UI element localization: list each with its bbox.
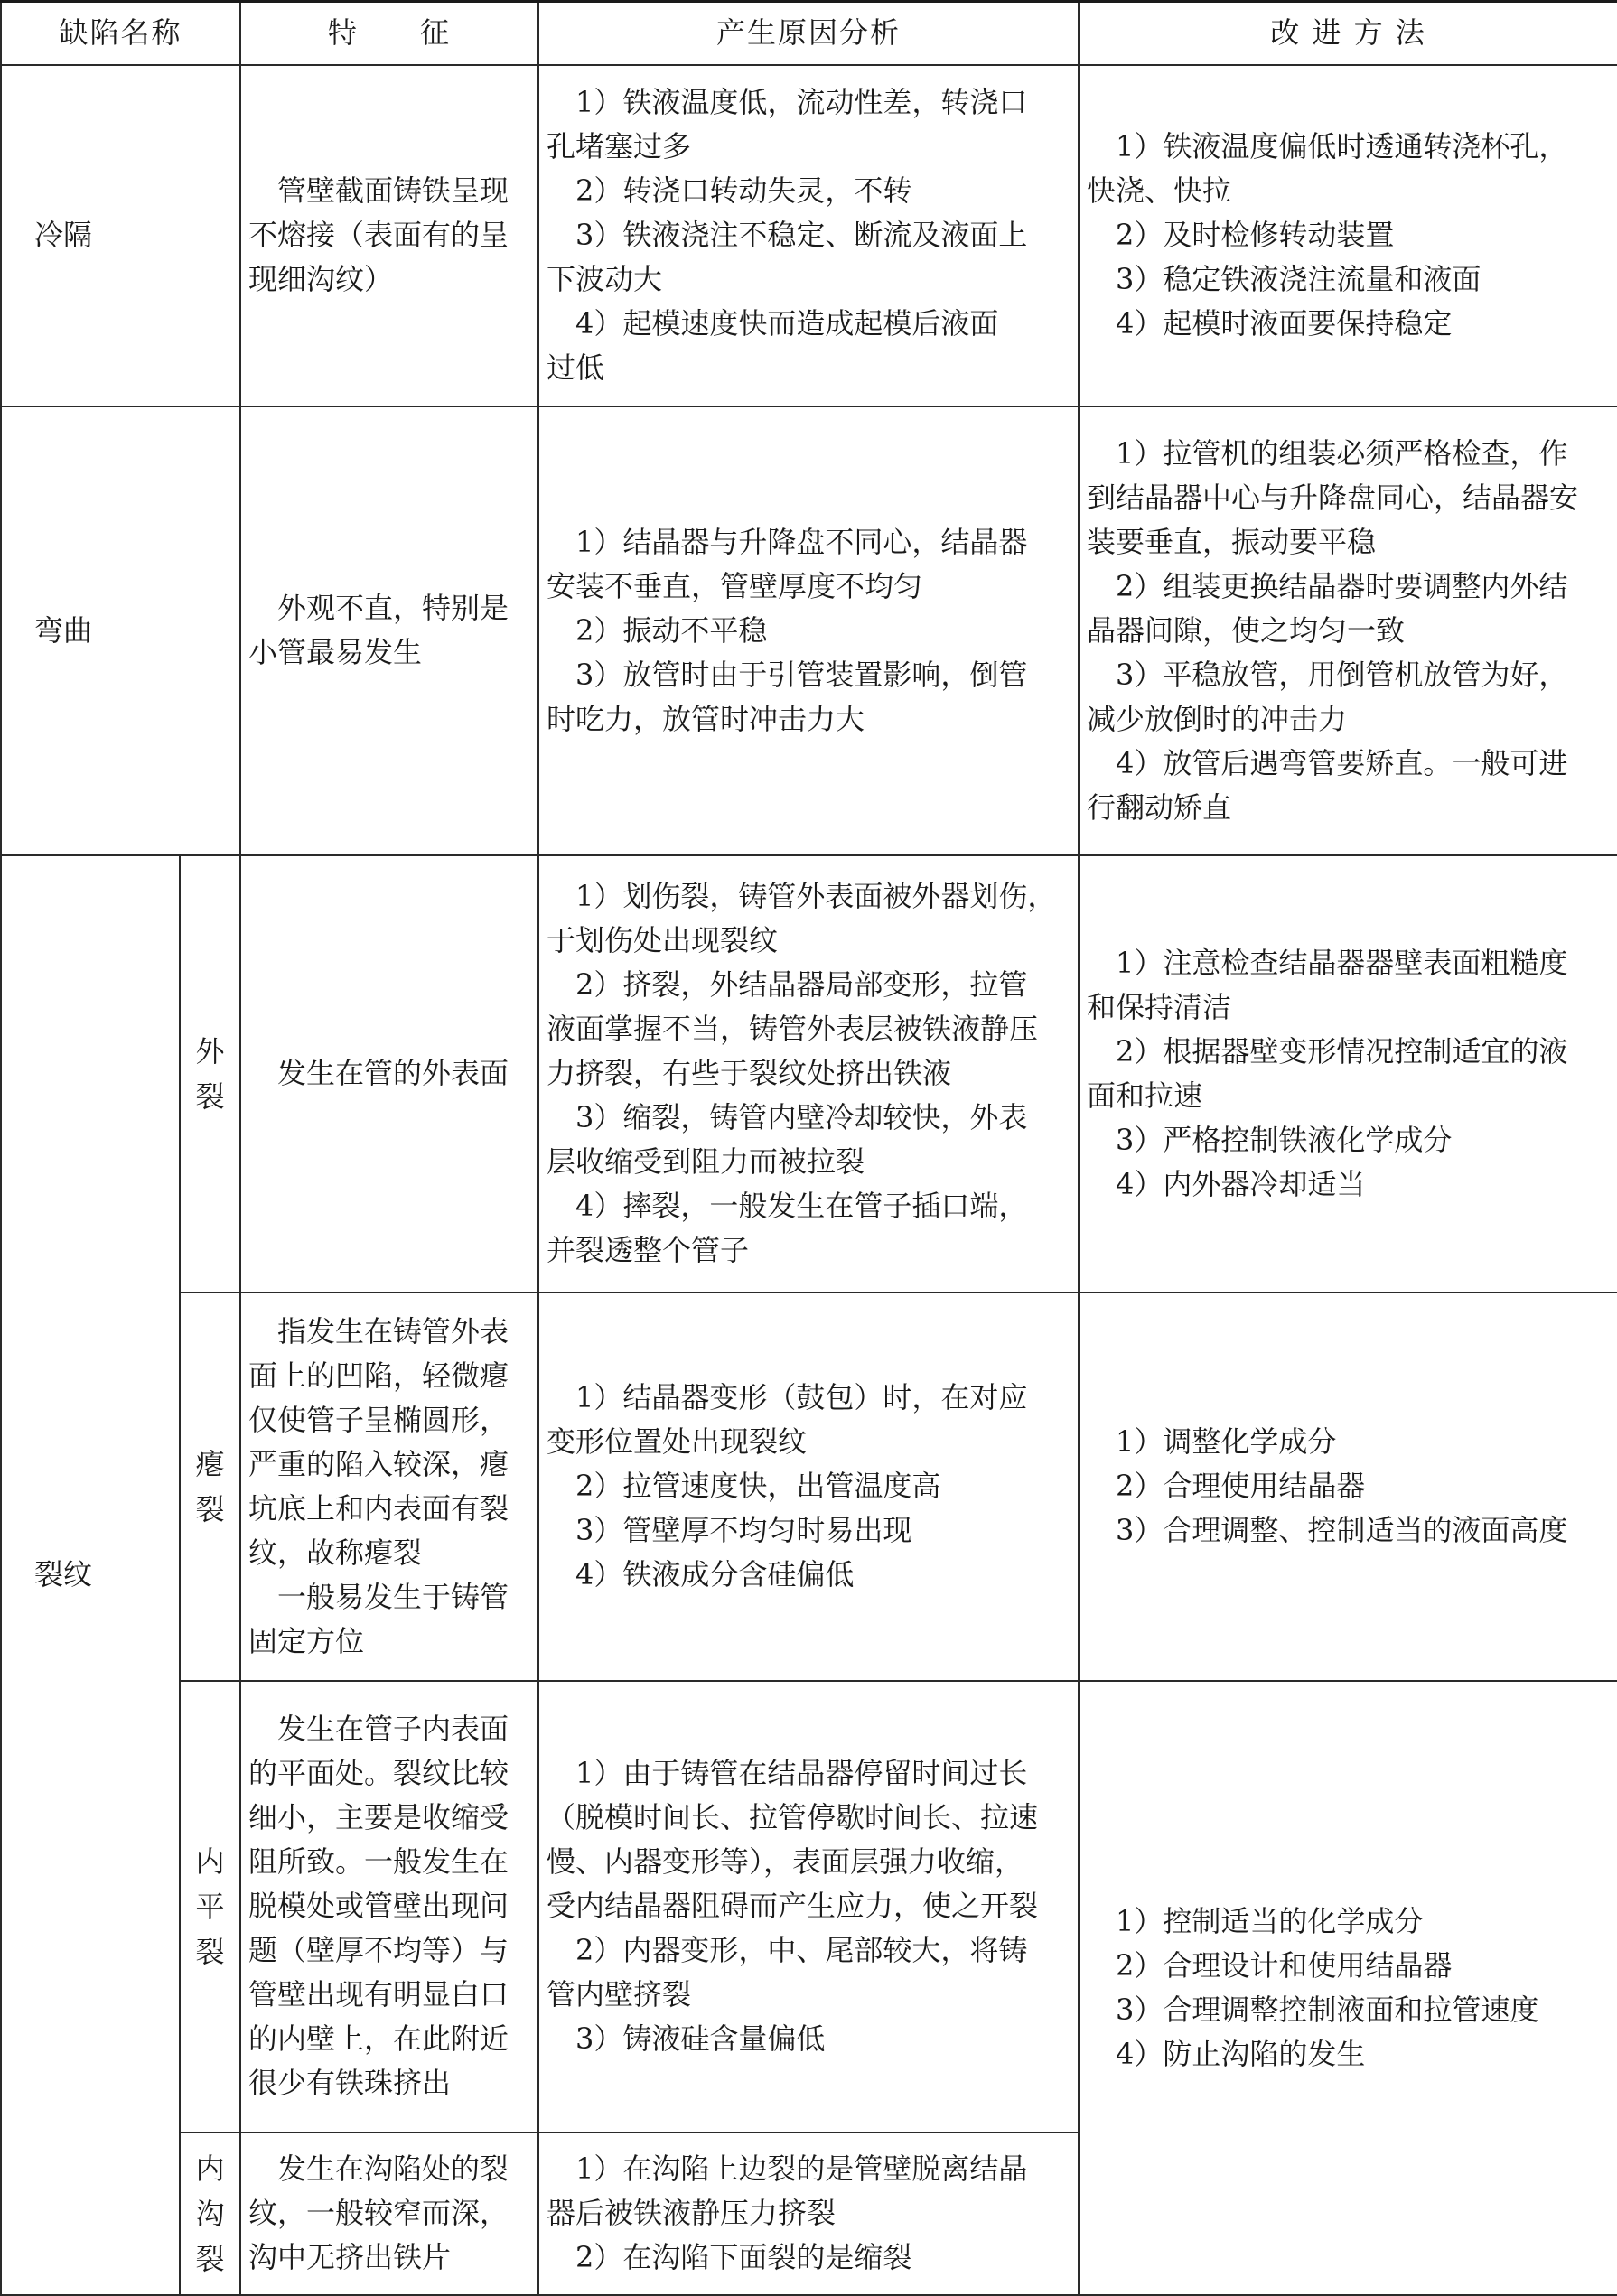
text-line: 4）起模时液面要保持稳定 (1116, 306, 1453, 341)
text-line: 3）铸液硅含量偏低 (575, 2021, 826, 2056)
text-line: 3）缩裂，铸管内壁冷却较快，外表 (575, 1100, 1028, 1134)
text-line: 管壁截面铸铁呈现 (277, 173, 509, 208)
row-bend (1, 406, 1617, 855)
text-line: 一般易发生于铸管 (277, 1579, 509, 1614)
text-line: 下波动大 (547, 262, 663, 296)
text-line: 1）划伤裂，铸管外表面被外器划伤， (575, 879, 1057, 913)
method-cell (1079, 406, 1617, 855)
text-line: 的平面处。裂纹比较 (248, 1756, 509, 1790)
text-line: 1）拉管机的组装必须严格检查，作 (1116, 435, 1568, 471)
text-line: 器后被铁液静压力挤裂 (547, 2196, 837, 2230)
text-line: 2）在沟陷下面裂的是缩裂 (575, 2240, 912, 2274)
text-line: 固定方位 (248, 1623, 365, 1658)
text-line: 纹，一般较窄而深， (248, 2196, 509, 2230)
text-line: 3）管壁厚不均匀时易出现 (575, 1513, 912, 1547)
text-line: 2）挤裂，外结晶器局部变形，拉管 (575, 967, 1028, 1002)
text-line: 2）内器变形，中、尾部较大，将铸 (575, 1933, 1028, 1967)
text-line: 不熔接（表面有的呈 (248, 218, 509, 252)
text-line: 外观不直，特别是 (277, 591, 509, 625)
feature-cell (240, 2133, 538, 2295)
sub-type-label (180, 1681, 240, 2133)
text-line: 于划伤处出现裂纹 (547, 923, 779, 957)
text-line: 并裂透整个管子 (547, 1233, 750, 1267)
text-line: 4）放管后遇弯管要矫直。一般可进 (1116, 745, 1568, 780)
text-line: 3）铁液浇注不稳定、断流及液面上 (575, 218, 1028, 252)
text-line: 1）注意检查结晶器器壁表面粗糙度 (1116, 945, 1568, 980)
sub-type-label (180, 855, 240, 1293)
text-line: 3）合理调整、控制适当的液面高度 (1116, 1513, 1568, 1547)
text-line: 2）合理设计和使用结晶器 (1116, 1947, 1453, 1983)
text-line: （脱模时间长、拉管停歇时间长、拉速 (547, 1800, 1039, 1834)
text-line: 小管最易发生 (248, 635, 423, 669)
text-line: 脱模处或管壁出现问 (248, 1889, 509, 1923)
row-cold-shut (1, 65, 1617, 406)
feature-cell (240, 1681, 538, 2133)
header-defect-name: 缺陷名称 (1, 2, 240, 65)
method-cell (1079, 1293, 1617, 1681)
text-line: 层收缩受到阻力而被拉裂 (547, 1144, 865, 1179)
text-line: 4）防止沟陷的发生 (1116, 2036, 1366, 2071)
text-line: 4）铁液成分含硅偏低 (575, 1557, 855, 1591)
method-cell (1079, 1681, 1617, 2295)
text-line: 时吃力，放管时冲击力大 (547, 701, 865, 736)
feature-cell (240, 1293, 538, 1681)
row-crack-outer (1, 855, 1617, 1293)
text-line: 严重的陷入较深，瘪 (248, 1446, 509, 1481)
text-line: 4）内外器冷却适当 (1116, 1166, 1366, 1201)
text-line: 面上的凹陷，轻微瘪 (248, 1358, 509, 1393)
feature-cell (240, 406, 538, 855)
text-line: 2）根据器壁变形情况控制适宜的液 (1116, 1033, 1568, 1069)
text-line: 发生在沟陷处的裂 (277, 2151, 509, 2186)
text-line: 管壁出现有明显白口 (248, 1977, 509, 2011)
text-line: 发生在管的外表面 (277, 1056, 509, 1090)
cause-cell (538, 1293, 1079, 1681)
text-line: 3）合理调整控制液面和拉管速度 (1116, 1992, 1539, 2027)
header-feature: 特 征 (240, 2, 538, 65)
text-line: 孔堵塞过多 (547, 129, 692, 163)
cause-cell (538, 406, 1079, 855)
text-line: 行翻动矫直 (1087, 789, 1232, 825)
text-line: 3）放管时由于引管装置影响，倒管 (575, 657, 1028, 692)
text-line: 阻所致。一般发生在 (248, 1844, 509, 1879)
method-cell (1079, 855, 1617, 1293)
text-line: 沟中无挤出铁片 (248, 2240, 452, 2274)
sub-type-label (180, 2133, 240, 2295)
text-line: 变形位置处出现裂纹 (547, 1424, 808, 1459)
text-line: 2）转浇口转动失灵，不转 (575, 173, 912, 208)
cause-cell (538, 65, 1079, 406)
text-line: 安装不垂直，管壁厚度不均匀 (547, 568, 923, 603)
text-line: 的内壁上，在此附近 (248, 2021, 509, 2056)
sub-type-text: 内平裂 (195, 1843, 225, 1969)
text-line: 3）严格控制铁液化学成分 (1116, 1122, 1453, 1157)
text-line: 4）摔裂，一般发生在管子插口端， (575, 1189, 1028, 1223)
text-line: 2）振动不平稳 (575, 612, 768, 648)
text-line: 液面掌握不当，铸管外表层被铁液静压 (547, 1012, 1039, 1046)
text-line: 2）拉管速度快，出管温度高 (575, 1469, 941, 1503)
text-line: 过低 (547, 350, 605, 385)
row-crack-pit (1, 1293, 1617, 1681)
feature-cell (240, 65, 538, 406)
text-line: 现细沟纹） (248, 262, 394, 296)
text-line: 力挤裂，有些于裂纹处挤出铁液 (547, 1056, 952, 1090)
text-line: 受内结晶器阻碍而产生应力，使之开裂 (547, 1889, 1039, 1923)
text-line: 面和拉速 (1087, 1078, 1203, 1113)
text-line: 细小，主要是收缩受 (248, 1800, 509, 1834)
text-line: 1）铁液温度偏低时透通转浇杯孔， (1116, 129, 1568, 163)
text-line: 很少有铁珠挤出 (248, 2066, 452, 2100)
sub-type-text: 瘪裂 (195, 1446, 225, 1526)
text-line: 减少放倒时的冲击力 (1087, 701, 1348, 736)
text-line: 管内壁挤裂 (547, 1977, 692, 2011)
text-line: 指发生在铸管外表 (277, 1313, 509, 1349)
header-method: 改 进 方 法 (1079, 2, 1617, 65)
text-line: 2）组装更换结晶器时要调整内外结 (1116, 568, 1568, 603)
defect-name: 弯曲 (1, 406, 240, 855)
row-crack-inner-flat (1, 1681, 1617, 2133)
header-row (1, 2, 1617, 65)
text-line: 到结晶器中心与升降盘同心，结晶器安 (1087, 480, 1579, 515)
sub-type-label (180, 1293, 240, 1681)
text-line: 发生在管子内表面 (277, 1712, 509, 1746)
text-line: 1）结晶器与升降盘不同心，结晶器 (575, 524, 1028, 559)
text-line: 纹，故称瘪裂 (248, 1535, 423, 1570)
method-cell (1079, 65, 1617, 406)
text-line: 1）结晶器变形（鼓包）时，在对应 (575, 1380, 1028, 1414)
text-line: 3）平稳放管，用倒管机放管为好， (1116, 657, 1568, 692)
text-line: 装要垂直，振动要平稳 (1087, 524, 1377, 559)
sub-type-text: 外裂 (195, 1033, 225, 1114)
text-line: 4）起模速度快而造成起模后液面 (575, 306, 999, 341)
cause-cell (538, 855, 1079, 1293)
feature-cell (240, 855, 538, 1293)
text-line: 1）调整化学成分 (1116, 1424, 1337, 1459)
text-line: 晶器间隙，使之均匀一致 (1087, 612, 1406, 648)
text-line: 坑底上和内表面有裂 (248, 1490, 509, 1526)
text-line: 1）在沟陷上边裂的是管壁脱离结晶 (575, 2151, 1028, 2186)
cause-cell (538, 1681, 1079, 2133)
text-line: 1）由于铸管在结晶器停留时间过长 (575, 1756, 1028, 1790)
text-line: 2）合理使用结晶器 (1116, 1469, 1366, 1503)
text-line: 仅使管子呈椭圆形， (248, 1402, 509, 1437)
text-line: 快浇、快拉 (1087, 173, 1232, 208)
text-line: 1）铁液温度低，流动性差，转浇口 (575, 85, 1028, 119)
cause-cell (538, 2133, 1079, 2295)
defect-name: 冷隔 (1, 65, 240, 406)
text-line: 3）稳定铁液浇注流量和液面 (1116, 262, 1481, 296)
text-line: 和保持清洁 (1087, 989, 1232, 1024)
text-line: 1）控制适当的化学成分 (1116, 1903, 1424, 1938)
text-line: 慢、内器变形等），表面层强力收缩， (547, 1844, 1024, 1879)
sub-type-text: 内沟裂 (195, 2151, 225, 2276)
defect-name: 裂纹 (1, 855, 180, 2295)
text-line: 2）及时检修转动装置 (1116, 218, 1395, 252)
header-cause: 产生原因分析 (538, 2, 1079, 65)
text-line: 题（壁厚不均等）与 (248, 1933, 509, 1967)
